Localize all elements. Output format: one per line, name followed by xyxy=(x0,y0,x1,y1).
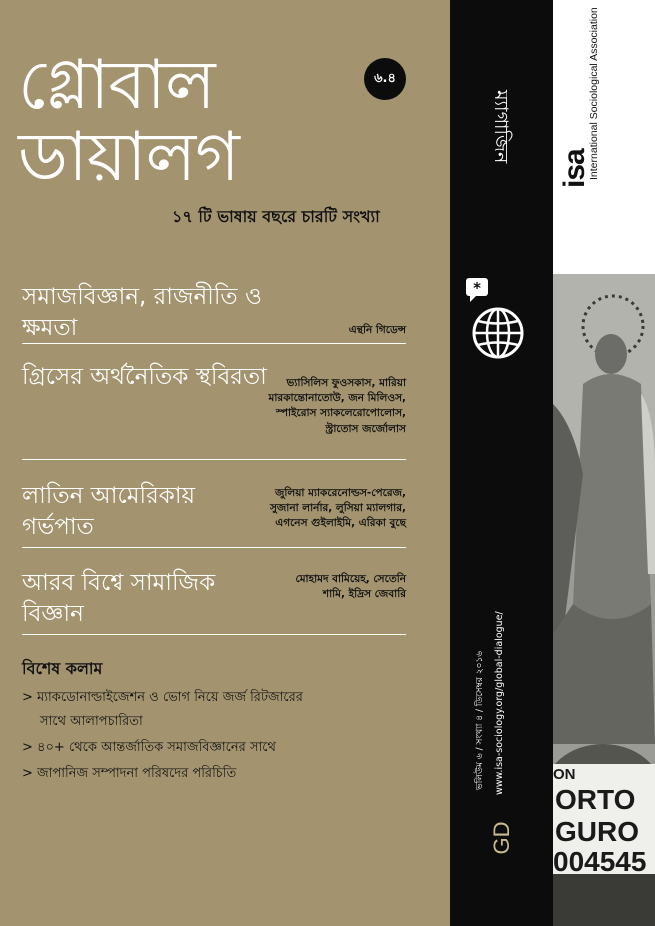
cover-photo xyxy=(553,274,655,926)
isa-name xyxy=(588,7,648,180)
banner-line-2: ORTO xyxy=(555,784,636,815)
divider xyxy=(22,547,406,548)
spine-volume-info xyxy=(472,640,486,790)
article-title-4[interactable]: আরব বিশ্বে সামাজিক বিজ্ঞান xyxy=(22,570,216,628)
banner-line-1: ON xyxy=(553,766,576,783)
spine-url-link[interactable]: www.isa-sociology.org/global-dialogue/ xyxy=(494,611,505,795)
spine-volume-text: ভলিউম ৬ / সংখ্যা ৪ / ডিসেম্বর ২০১৬ xyxy=(475,650,485,790)
issue-badge: ৬.৪ xyxy=(364,58,406,100)
article-title-2[interactable]: গ্রিসের অর্থনৈতিক স্থবিরতা xyxy=(22,364,267,390)
article-title-3[interactable]: লাতিন আমেরিকায় গর্ভপাত xyxy=(22,483,196,541)
isa-logo-icon xyxy=(558,128,591,188)
divider xyxy=(22,634,406,635)
special-item-2[interactable]: > ৪০+ থেকে আন্তর্জাতিক সমাজবিজ্ঞানের সাথে xyxy=(22,740,276,755)
article-authors-2: ভ্যাসিলিস ফুওসকাস, মারিয়া মারকান্তোনাতোউ, জন মিলিওস, স্পাইরোস স্যাকলেরোপোলোস, স্ট্রাতোস জর্জোলাস xyxy=(268,377,406,435)
article-authors-1: এন্থনি গিডেন্স xyxy=(348,324,406,336)
special-section-heading: বিশেষ কলাম xyxy=(22,659,103,678)
banner-line-3: GURO xyxy=(555,816,639,847)
special-item-1[interactable]: > ম্যাকডোনাল্ডাইজেশন ও ভোগ নিয়ে জর্জ রিটজারের xyxy=(22,690,303,705)
isa-name-text: International Sociological Association xyxy=(588,7,600,180)
article-title-1[interactable]: সমাজবিজ্ঞান, রাজনীতি ও ক্ষমতা xyxy=(22,284,262,342)
special-item-1-cont[interactable]: সাথে আলাপচারিতা xyxy=(40,714,143,729)
banner-line-4: 004545 xyxy=(553,846,647,877)
spine-magazine-text: ম্যাগাজিন xyxy=(490,90,512,164)
tagline: ১৭ টি ভাষায় বছরে চারটি সংখ্যা xyxy=(172,207,380,226)
gd-monogram: GD xyxy=(489,821,514,855)
divider xyxy=(22,459,406,460)
spine-url[interactable] xyxy=(494,611,508,795)
title-line-2: ডায়ালগ xyxy=(18,118,239,197)
divider xyxy=(22,343,406,344)
isa-logo-text: isa xyxy=(558,149,591,188)
article-authors-3: জুলিয়া ম্যাকরেনোল্ডস-পেরেজ, সুজানা লার্নার, লুসিয়া ম্যালগার, এগনেস গুইলাইমি, এরিকা বুছে xyxy=(269,487,406,530)
article-authors-4: মোহামদ বামিয়েহ, সেতেনি শামি, ইদ্রিস জেবারি xyxy=(295,573,406,601)
spine-magazine-label xyxy=(487,90,527,190)
svg-text:*: * xyxy=(473,279,481,297)
globe-icon xyxy=(464,278,534,368)
title-line-1: গ্লোবাল xyxy=(18,46,215,125)
special-item-3[interactable]: > জাপানিজ সম্পাদনা পরিষদের পরিচিতি xyxy=(22,766,237,781)
